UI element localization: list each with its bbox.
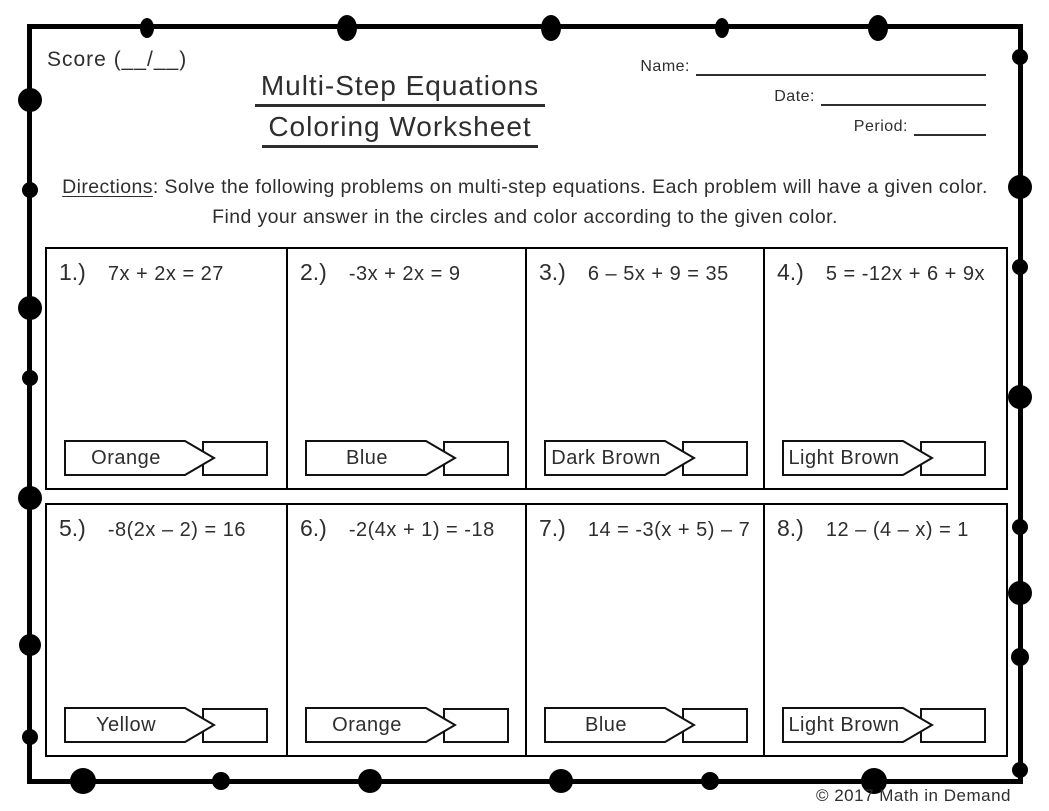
color-tag [305,440,457,476]
color-tag-label: Orange [91,446,161,469]
problem-number: 7.) [539,515,566,541]
border-dot [19,634,41,656]
problem-number: 4.) [777,259,804,285]
title-line-2: Coloring Worksheet [262,111,537,148]
directions-label: Directions [62,176,153,198]
color-tag-label: Blue [584,713,628,736]
problem-cell-4 [765,249,1006,488]
border-dot [1008,175,1032,199]
period-field [640,118,986,136]
color-tag-label: Yellow [95,713,157,736]
border-dot [541,15,561,41]
problem-cell-7 [527,505,765,755]
problem-cell-3 [527,249,765,488]
color-tag-label: Blue [345,446,389,469]
problem-equation: -2(4x + 1) = -18 [348,519,495,541]
color-tag [544,707,696,743]
border-dot [18,486,42,510]
problems-table-row1 [45,247,1008,490]
border-dot [868,15,888,41]
date-field [640,88,986,106]
border-dot [22,182,38,198]
copyright: © 2017 Math in Demand [815,786,1011,805]
problem-equation: 14 = -3(x + 5) – 7 [587,519,751,541]
title-line-1: Multi-Step Equations [255,70,545,107]
problem-number: 1.) [59,259,86,285]
directions [44,172,1006,232]
border-dot [1012,259,1028,275]
problem-cell-5 [47,505,288,755]
directions-text: : Solve the following problems on multi-step equations. Each problem will have a given color. Find your answer in the circles and color according to the given color. [152,176,988,229]
problem-number: 3.) [539,259,566,285]
border-dot [212,772,230,790]
problem-equation: 6 – 5x + 9 = 35 [587,263,729,285]
border-dot [1008,581,1032,605]
name-label: Name: [640,58,690,75]
color-tag [782,707,934,743]
border-dot [18,88,42,112]
border-dot [1011,648,1029,666]
border-dot [337,15,357,41]
border-dot [715,18,729,38]
date-label: Date: [774,88,815,105]
problem-number: 8.) [777,515,804,541]
date-blank[interactable] [821,90,986,106]
problem-cell-2 [288,249,527,488]
problem-number: 2.) [300,259,327,285]
border-dot [18,296,42,320]
page-title [215,70,585,152]
problems-table-row2 [45,503,1008,757]
color-tag-label: Light Brown [788,446,900,469]
problem-equation: 12 – (4 – x) = 1 [825,519,969,541]
header-fields [640,58,986,148]
problem-equation: -3x + 2x = 9 [348,263,461,285]
color-tag [305,707,457,743]
problem-cell-1 [47,249,288,488]
problem-equation: 7x + 2x = 27 [107,263,224,285]
border-dot [70,768,96,794]
color-tag [64,440,216,476]
period-blank[interactable] [914,120,986,136]
border-dot [1008,385,1032,409]
border-dot [1012,49,1028,65]
color-tag [544,440,696,476]
color-tag [64,707,216,743]
problem-equation: 5 = -12x + 6 + 9x [825,263,985,285]
border-dot [1012,519,1028,535]
problem-cell-6 [288,505,527,755]
problem-equation: -8(2x – 2) = 16 [107,519,246,541]
period-label: Period: [853,118,908,135]
border-dot [701,772,719,790]
color-tag-label: Orange [332,713,402,736]
problem-cell-8 [765,505,1006,755]
border-dot [358,769,382,793]
border-dot [1012,762,1028,778]
border-dot [22,729,38,745]
score-field: Score (__/__) [47,48,188,71]
problem-number: 5.) [59,515,86,541]
border-dot [549,769,573,793]
name-blank[interactable] [696,60,986,76]
border-dot [140,18,154,38]
problem-number: 6.) [300,515,327,541]
color-tag-label: Dark Brown [551,446,661,469]
color-tag [782,440,934,476]
color-tag-label: Light Brown [788,713,900,736]
name-field [640,58,986,76]
border-dot [22,370,38,386]
